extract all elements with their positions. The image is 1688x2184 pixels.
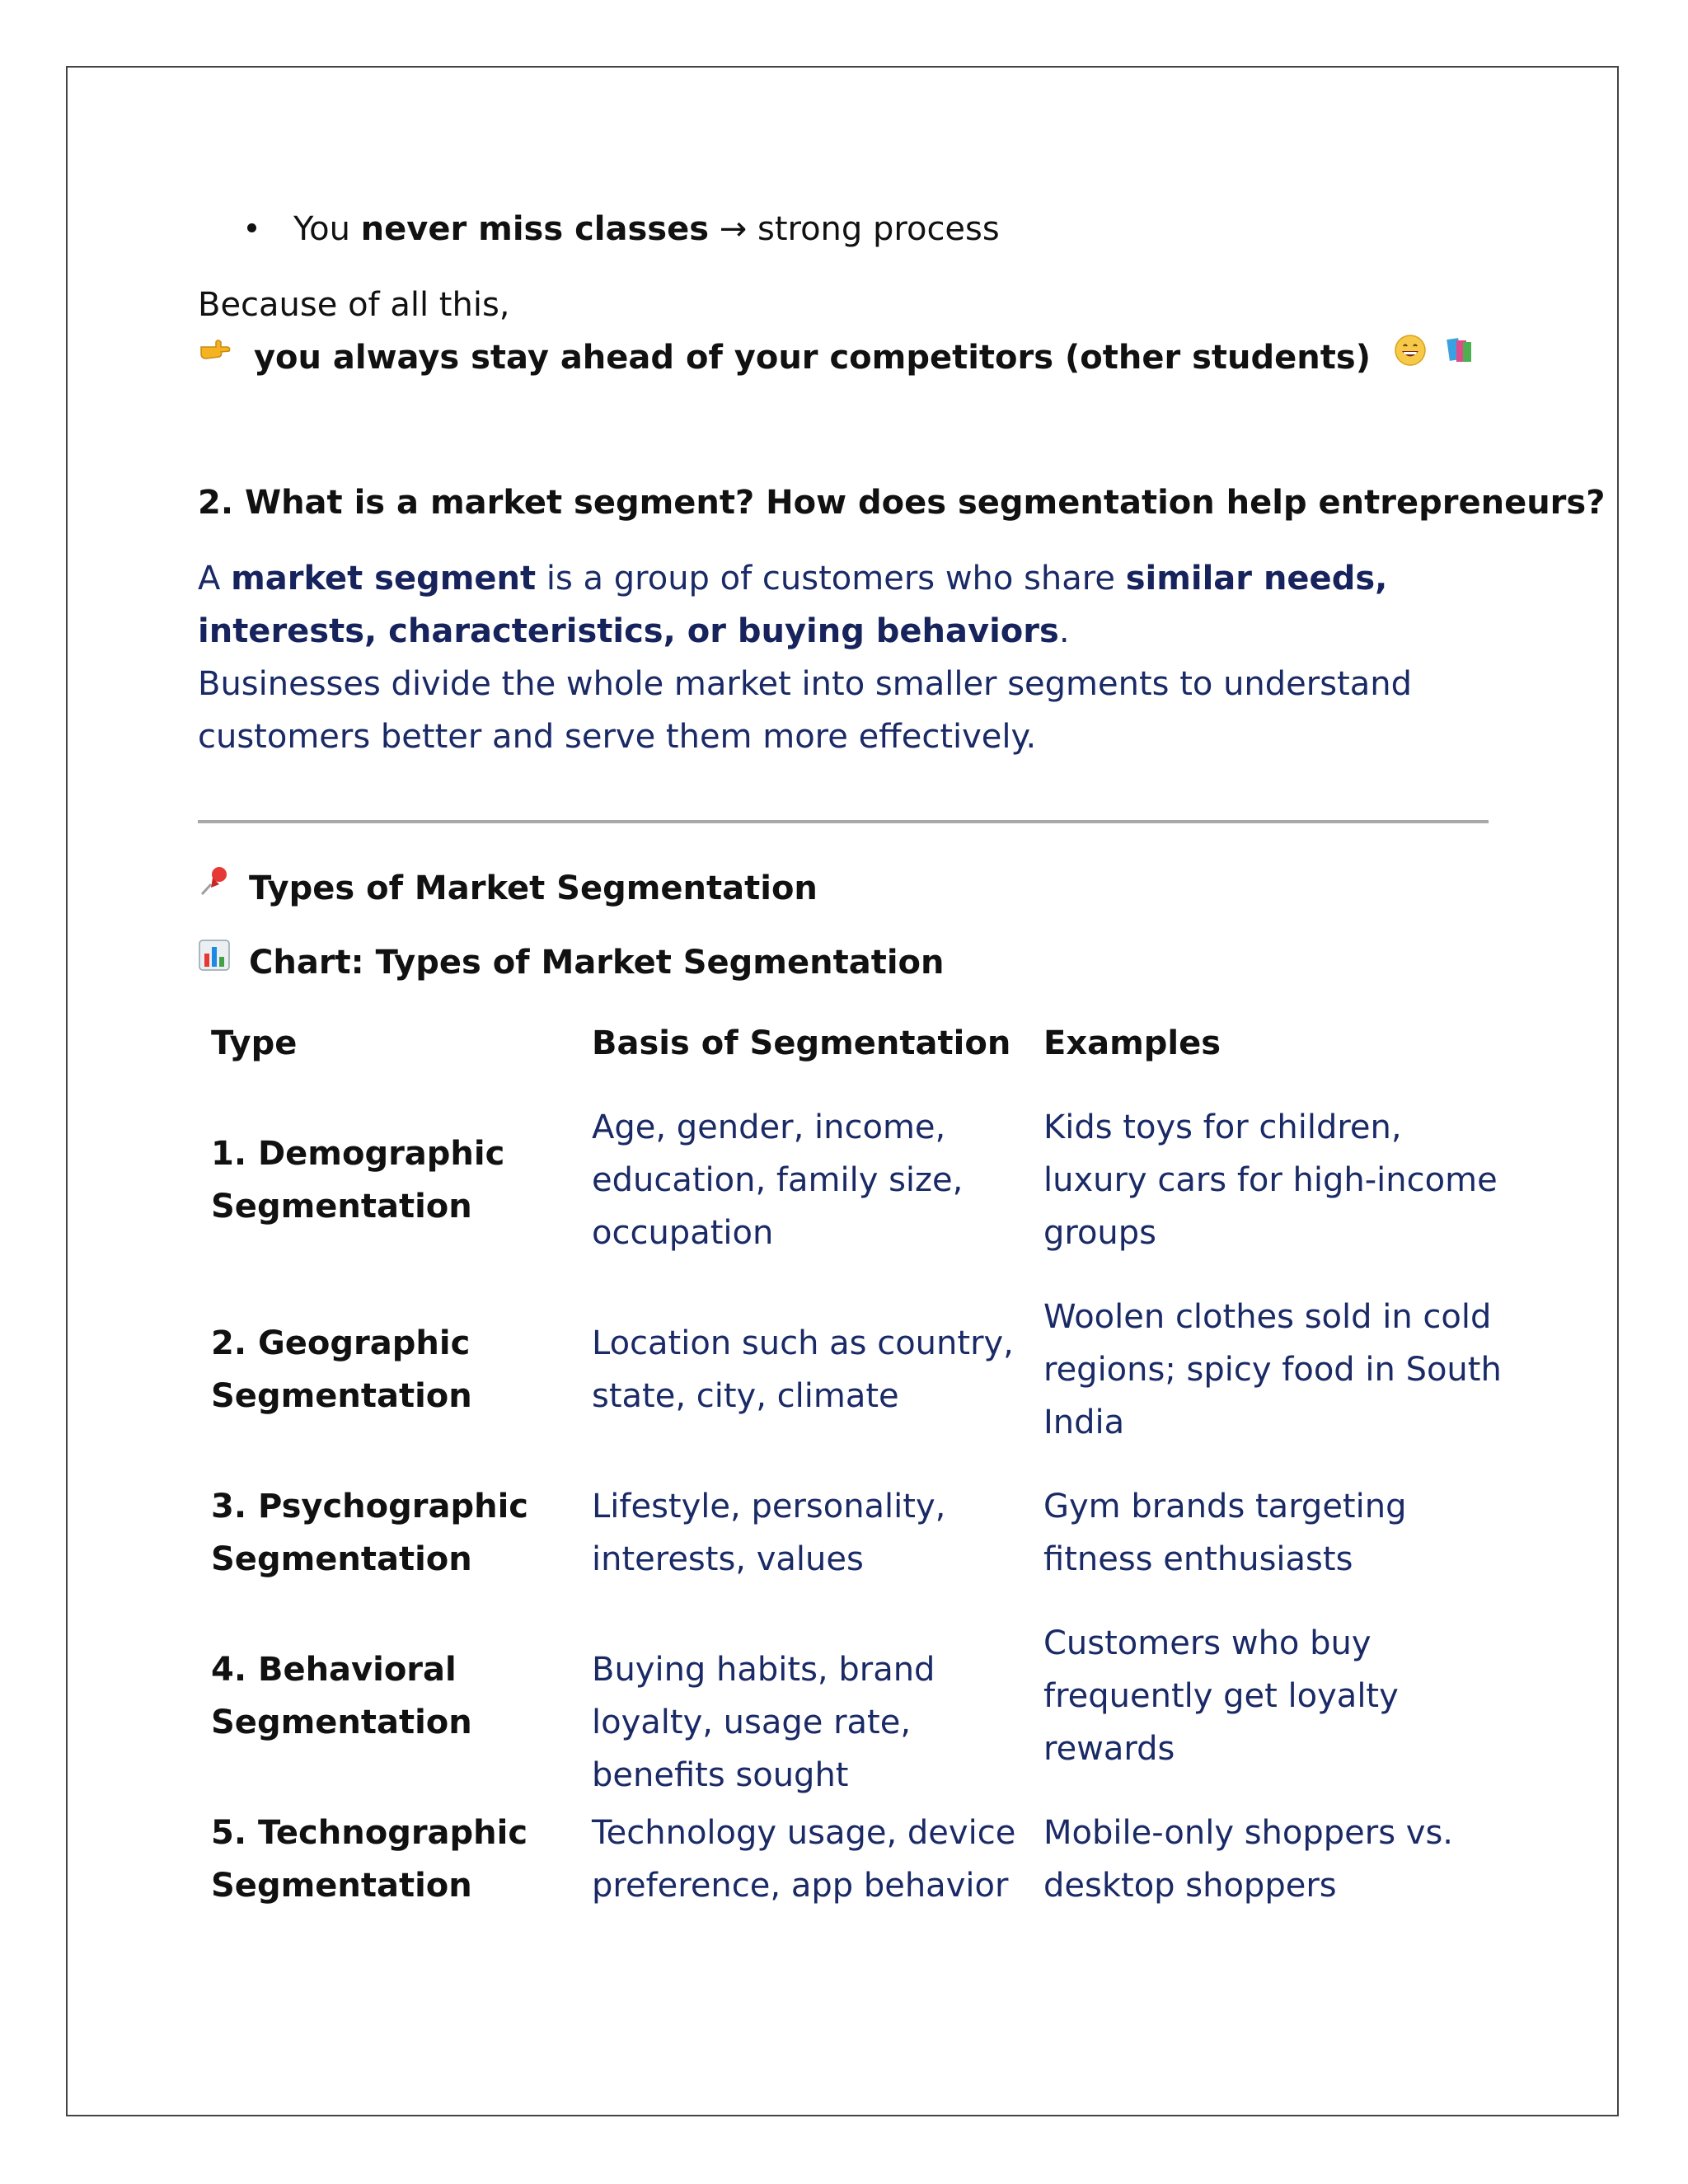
table-row-2-basis: Location such as country, state, city, climate [592,1324,1014,1415]
intro-line-1: Because of all this, [198,286,510,324]
table-row-1-examples: Kids toys for children, luxury cars for high-income groups [1043,1108,1498,1252]
definition-p1 [198,552,1492,658]
table-header-basis: Basis of Segmentation [592,1024,1011,1062]
horizontal-rule [198,820,1489,823]
definition-p1-c: is a group of customers who share [536,560,1126,598]
table-row-5-type: 5. Technographic Segmentation [211,1814,528,1905]
books-icon [1443,330,1476,382]
types-heading-text: Types of Market Segmentation [249,869,818,907]
table-row-2-examples: Woolen clothes sold in cold regions; spicy food in South India [1043,1298,1502,1441]
types-heading [198,862,818,916]
table-row-2-type: 2. Geographic Segmentation [211,1324,472,1415]
table-row-4-type: 4. Behavioral Segmentation [211,1651,472,1741]
table-row-3-type: 3. Psychographic Segmentation [211,1488,528,1578]
intro-paragraph [198,279,1476,386]
pushpin-icon [198,860,231,913]
definition-p1-a: A [198,560,232,598]
bullet-dot [247,223,256,232]
bullet-text-post: → strong process [709,210,1000,248]
table-header-examples: Examples [1043,1024,1221,1062]
intro-line-2-row [198,331,1476,386]
table-row-1-basis: Age, gender, income, education, family size, occupation [592,1108,964,1252]
chart-heading-text: Chart: Types of Market Segmentation [249,944,945,982]
question-heading: 2. What is a market segment? How does segmentation help entrepreneurs? [198,484,1606,522]
grinning-face-icon [1394,330,1427,382]
bullet-item [247,204,1000,254]
definition-paragraph [198,552,1492,763]
table-row-3-basis: Lifestyle, personality, interests, values [592,1488,946,1578]
table-row-5-basis: Technology usage, device preference, app behavior [592,1814,1016,1905]
bar-chart-icon [198,935,231,987]
bullet-text-bold: never miss classes [360,210,710,248]
definition-emphasis: similar needs, interests, characteristics, or buying behaviors [198,560,1388,650]
table-header-type: Type [211,1024,298,1062]
table-row-3-examples: Gym brands targeting fitness enthusiasts [1043,1488,1407,1578]
table-row-4-examples: Customers who buy frequently get loyalty rewards [1043,1624,1399,1768]
intro-line-2: you always stay ahead of your competitors (other students) [253,339,1371,377]
chart-heading [198,936,945,991]
bullet-text-pre: You [293,210,361,248]
definition-term: market segment [231,560,537,598]
definition-p1-e: . [1058,612,1070,650]
table-row-5-examples: Mobile-only shoppers vs. desktop shoppers [1043,1814,1453,1905]
table-row-4-basis: Buying habits, brand loyalty, usage rate, benefits sought [592,1651,935,1794]
definition-p2: Businesses divide the whole market into smaller segments to understand customers better and serve them more effectively. [198,665,1413,756]
table-row-1-type: 1. Demographic Segmentation [211,1135,505,1226]
pointing-right-icon [198,330,232,382]
